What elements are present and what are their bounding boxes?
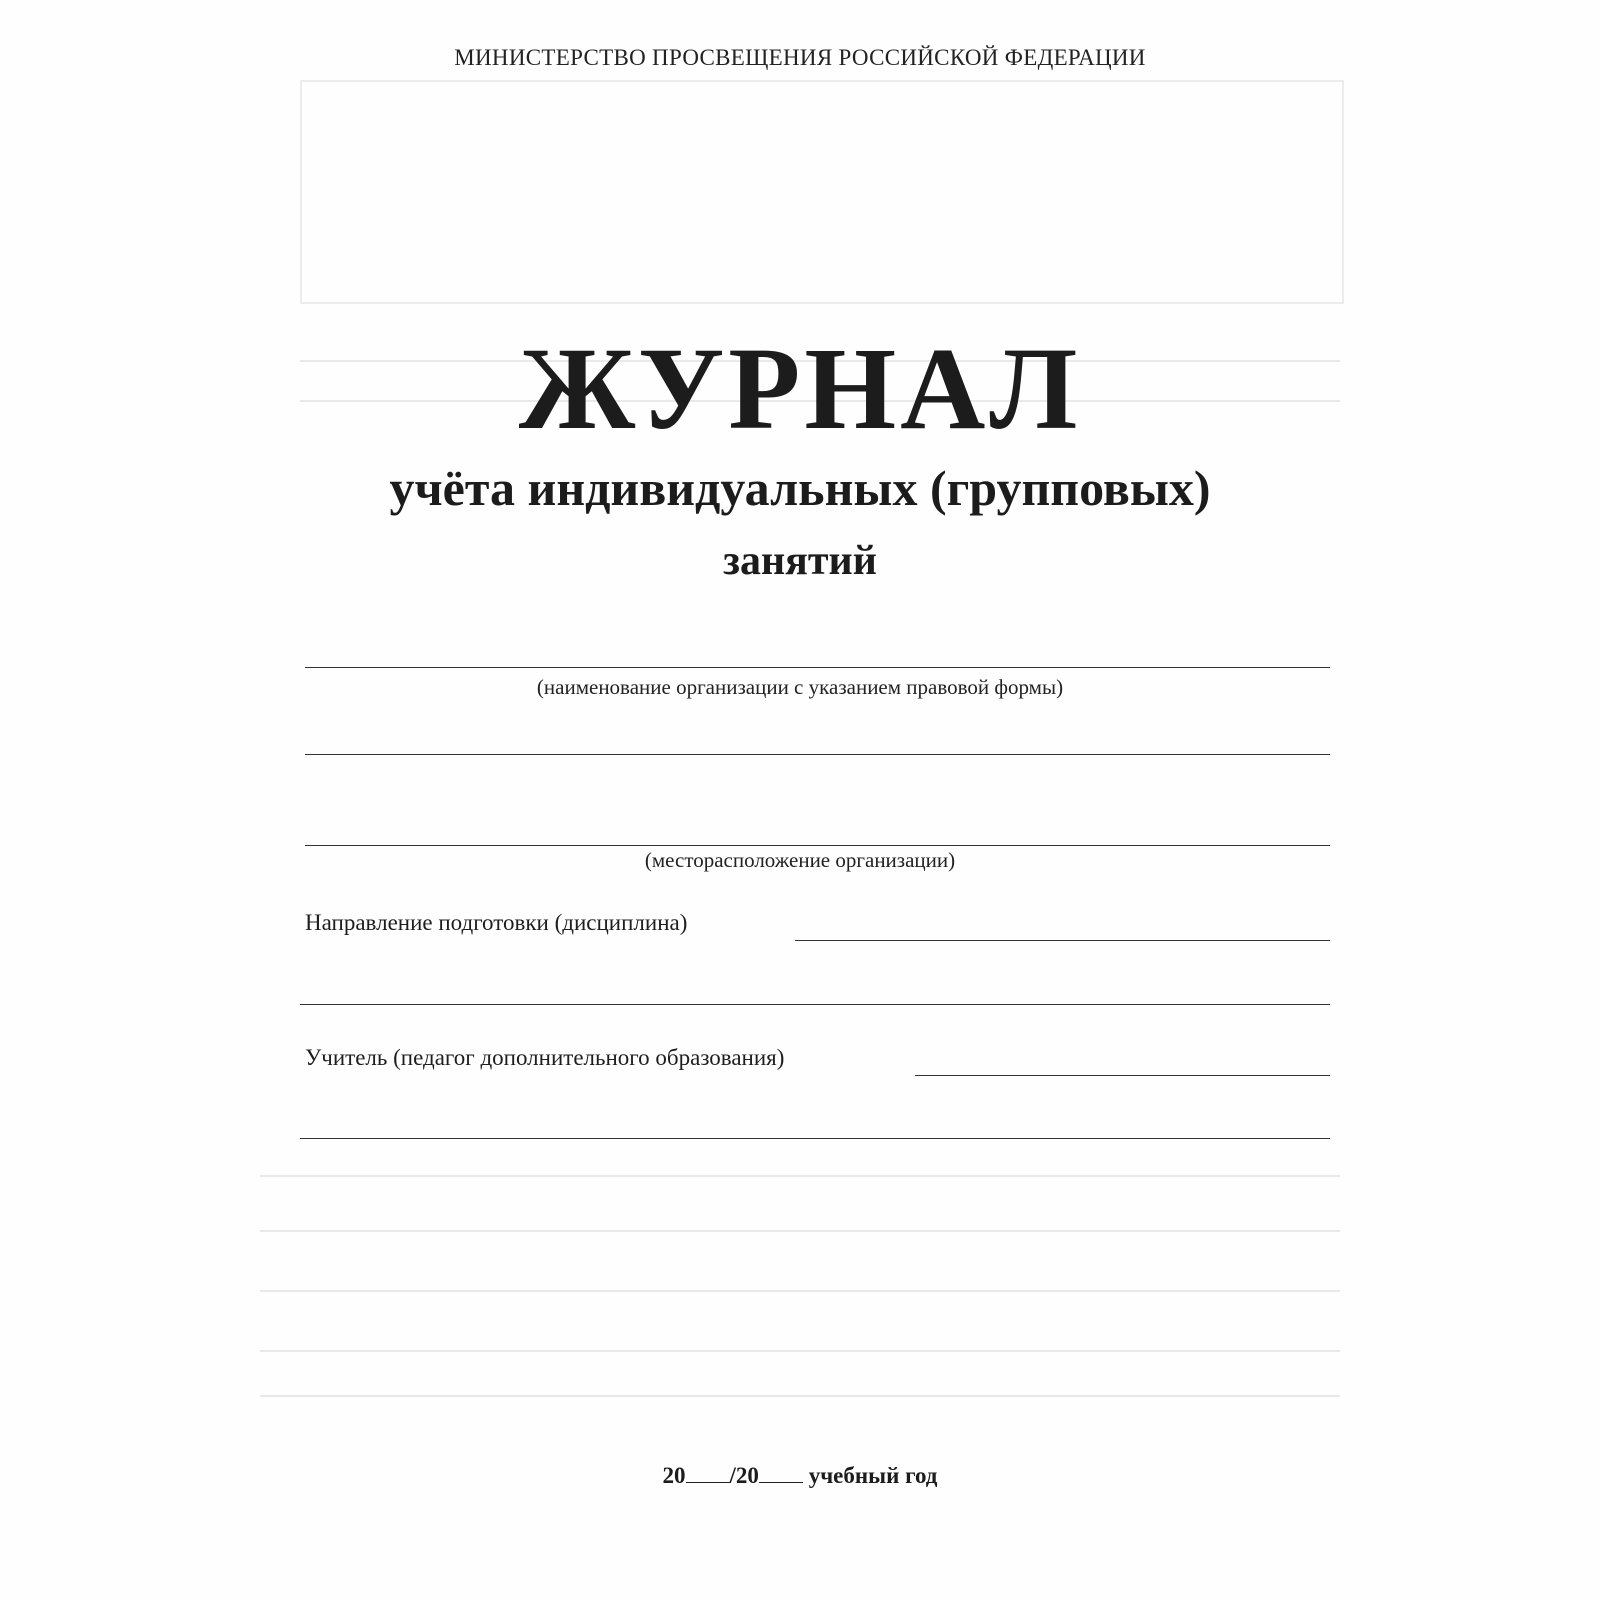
document-subtitle: учёта индивидуальных (групповых) [389, 460, 1211, 516]
year-suffix: учебный год [808, 1463, 938, 1488]
year-separator: /20 [729, 1463, 759, 1488]
year-prefix: 20 [662, 1463, 686, 1488]
org-name-caption: (наименование организации с указанием правовой формы) [536, 675, 1064, 699]
teacher-label: Учитель (педагог дополнительного образования) [305, 1045, 785, 1070]
bleed-through-line [260, 1230, 1340, 1232]
year-start-blank[interactable] [686, 1464, 730, 1483]
direction-field[interactable] [795, 940, 1330, 941]
org-location-field[interactable] [305, 845, 1330, 846]
academic-year [0, 1463, 1600, 1489]
bleed-through-line [260, 1350, 1340, 1352]
direction-label: Направление подготовки (дисциплина) [305, 910, 688, 935]
direction-field-line2[interactable] [300, 1004, 1330, 1005]
ministry-header: МИНИСТЕРСТВО ПРОСВЕЩЕНИЯ РОССИЙСКОЙ ФЕДЕРАЦИИ [454, 45, 1146, 70]
bleed-through-line [260, 1395, 1340, 1397]
document-subtitle-continued: занятий [723, 538, 877, 584]
teacher-field-line2[interactable] [300, 1138, 1330, 1139]
bleed-through-line [260, 1290, 1340, 1292]
bleed-through-table [300, 80, 1344, 304]
org-location-caption: (месторасположение организации) [644, 848, 956, 872]
year-end-blank[interactable] [759, 1464, 803, 1483]
bleed-through-line [260, 1175, 1340, 1177]
org-name-field-line2[interactable] [305, 754, 1330, 755]
org-name-field[interactable] [305, 667, 1330, 668]
teacher-field[interactable] [915, 1075, 1330, 1076]
document-title: ЖУРНАЛ [518, 323, 1082, 454]
